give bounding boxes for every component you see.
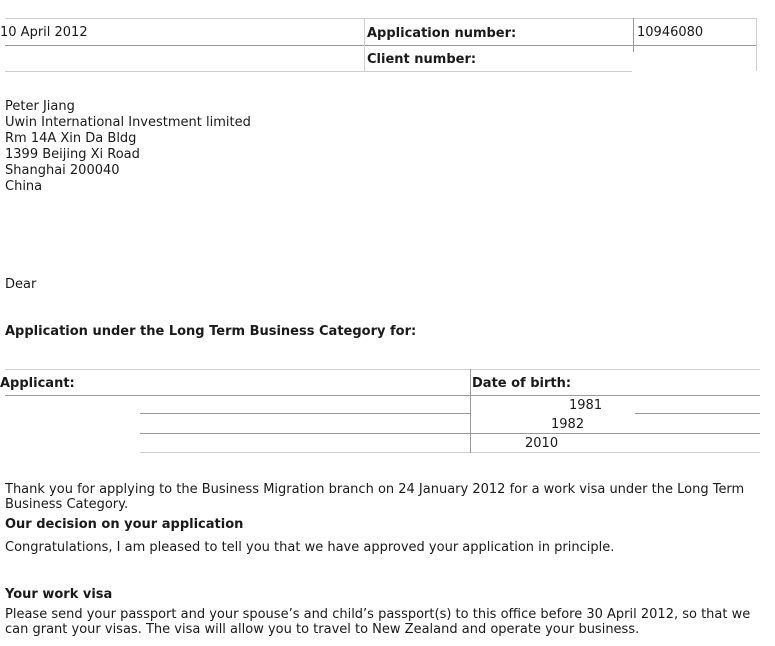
applicant-dob: 1981 bbox=[569, 398, 603, 413]
dob-header: Date of birth: bbox=[472, 376, 572, 391]
decision-heading: Our decision on your application bbox=[5, 517, 244, 532]
salutation: Dear bbox=[5, 277, 37, 292]
intro-paragraph: Thank you for applying to the Business Migration branch on 24 January 2012 for a work visa under the Long Term Business Category. bbox=[5, 482, 745, 512]
applicant-dob: 2010 bbox=[525, 436, 559, 451]
address-line: Peter Jiang bbox=[5, 99, 75, 114]
client-number-label: Client number: bbox=[367, 52, 477, 67]
address-line: China bbox=[5, 179, 43, 194]
letter-date: 10 April 2012 bbox=[0, 25, 88, 40]
address-line: Shanghai 200040 bbox=[5, 163, 120, 178]
application-number-label: Application number: bbox=[367, 26, 517, 41]
address-line: Uwin International Investment limited bbox=[5, 115, 251, 130]
visa-paragraph: Please send your passport and your spouse’s and child’s passport(s) to this office before 30 April 2012, so that we can grant your visas. The visa will allow you to travel to New Zealand and operate your business. bbox=[5, 607, 751, 637]
category-heading: Application under the Long Term Business Category for: bbox=[5, 324, 417, 339]
recipient-address bbox=[5, 99, 251, 195]
visa-heading: Your work visa bbox=[5, 587, 113, 602]
address-line: Rm 14A Xin Da Bldg bbox=[5, 131, 137, 146]
application-number-value: 10946080 bbox=[637, 25, 704, 40]
address-line: 1399 Beijing Xi Road bbox=[5, 147, 140, 162]
applicant-dob: 1982 bbox=[551, 417, 585, 432]
decision-paragraph: Congratulations, I am pleased to tell you that we have approved your application in principle. bbox=[5, 540, 615, 555]
applicant-header: Applicant: bbox=[0, 376, 75, 391]
